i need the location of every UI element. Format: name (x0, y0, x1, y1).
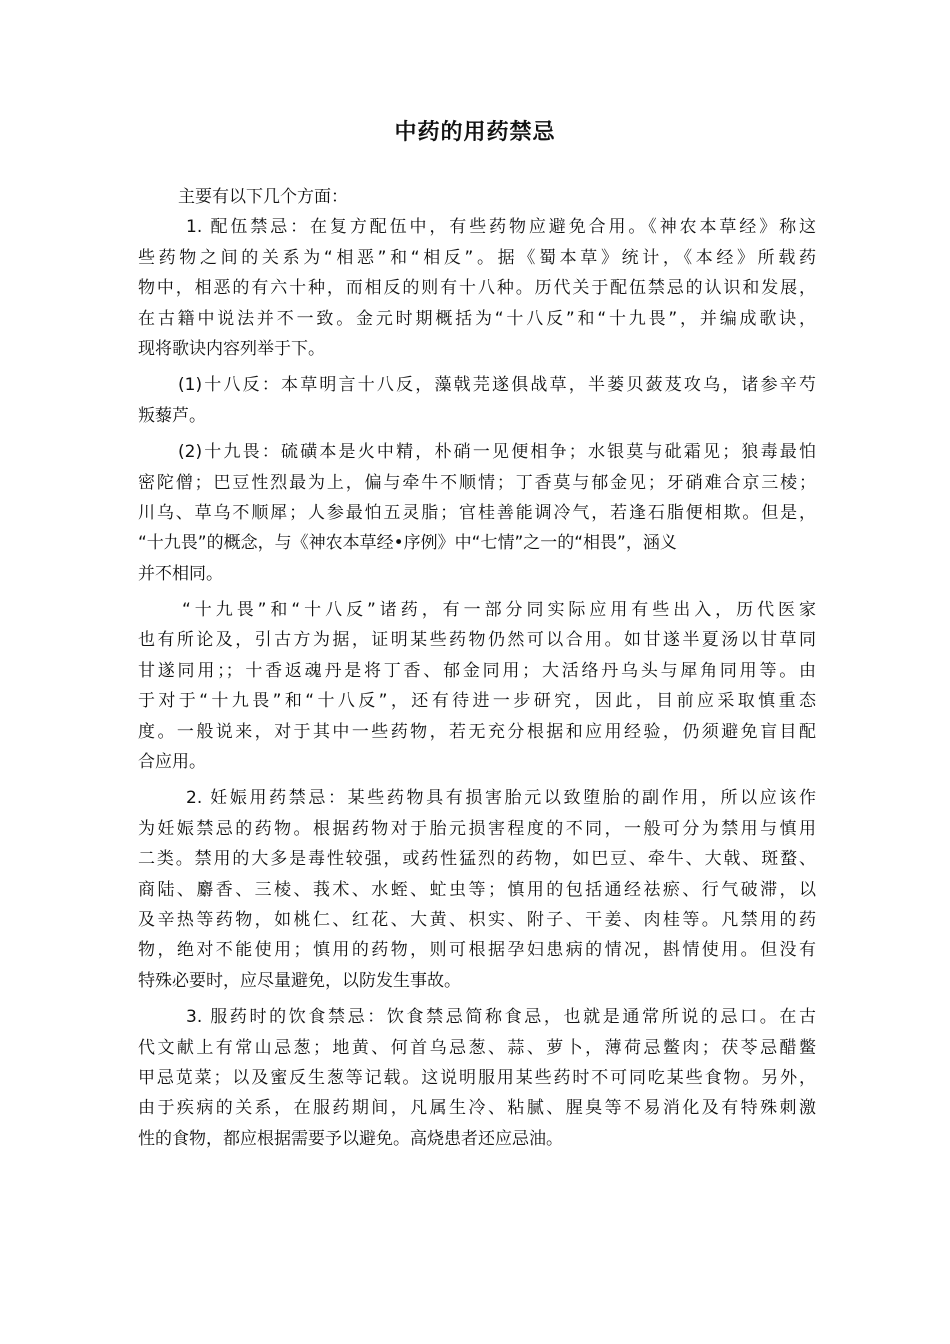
paragraph-line: 叛藜芦。 (138, 405, 206, 426)
paragraph-line: 在古籍中说法并不一致。金元时期概括为“十八反”和“十九畏”，并编成歌诀， (138, 308, 816, 329)
paragraph-line: 甘遂同用；；十香返魂丹是将丁香、郁金同用；大活络丹乌头与犀角同用等。由 (138, 660, 816, 681)
paragraph-line: 合应用。 (138, 752, 206, 773)
paragraph-line: “十九畏”和“十八反”诸药，有一部分同实际应用有些出入，历代医家 (182, 600, 816, 621)
paragraph-line: 二类。禁用的大多是毒性较强，或药性猛烈的药物，如巴豆、牵牛、大戟、斑蝥、 (138, 849, 816, 870)
paragraph-line: 度。一般说来，对于其中一些药物，若无充分根据和应用经验，仍须避免盲目配 (138, 721, 816, 742)
paragraph-line: 密陀僧；巴豆性烈最为上，偏与牵牛不顺情；丁香莫与郁金见；牙硝难合京三棱； (138, 472, 816, 493)
paragraph-line: 也有所论及，引古方为据，证明某些药物仍然可以合用。如甘遂半夏汤以甘草同 (138, 630, 816, 651)
paragraph-line: 并不相同。 (138, 563, 223, 584)
paragraph-line: 些药物之间的关系为“相恶”和“相反”。据《蜀本草》统计，《本经》所载药 (138, 247, 816, 268)
paragraph-line: 川乌、草乌不顺犀；人参最怕五灵脂；官桂善能调冷气，若逢石脂便相欺。但是， (138, 502, 816, 523)
paragraph-line: 现将歌诀内容列举于下。 (138, 338, 325, 359)
paragraph-line: 物，绝对不能使用；慎用的药物，则可根据孕妇患病的情况，斟情使用。但没有 (138, 940, 816, 961)
paragraph-line: 甲忌苋菜；以及蜜反生葱等记载。这说明服用某些药时不可同吃某些食物。另外， (138, 1067, 816, 1088)
paragraph-line: “十九畏”的概念，与《神农本草经•序例》中“七情”之一的“相畏”，涵义 (138, 533, 677, 554)
paragraph-line: 1. 配伍禁忌：在复方配伍中，有些药物应避免合用。《神农本草经》称这 (186, 217, 816, 238)
paragraph-line: 性的食物，都应根据需要予以避免。高烧患者还应忌油。 (138, 1128, 563, 1149)
paragraph-line: (2)十九畏：硫磺本是火中精，朴硝一见便相争；水银莫与砒霜见；狼毒最怕 (178, 442, 816, 463)
paragraph-line: 由于疾病的关系，在服药期间，凡属生冷、粘腻、腥臭等不易消化及有特殊刺激 (138, 1098, 816, 1119)
paragraph-line: 主要有以下几个方面： (178, 187, 348, 207)
paragraph-line: 及辛热等药物，如桃仁、红花、大黄、枳实、附子、干姜、肉桂等。凡禁用的药 (138, 909, 816, 930)
paragraph-line: (1)十八反：本草明言十八反，藻戟芫遂俱战草，半蒌贝蔹芨攻乌，诸参辛芍 (178, 375, 816, 396)
paragraph-line: 特殊必要时，应尽量避免，以防发生事故。 (138, 970, 461, 991)
paragraph-line: 商陆、麝香、三棱、莪术、水蛭、虻虫等；慎用的包括通经祛瘀、行气破滞，以 (138, 879, 816, 900)
document-body (138, 182, 816, 1154)
paragraph-line: 物中，相恶的有六十种，而相反的则有十八种。历代关于配伍禁忌的认识和发展， (138, 278, 816, 299)
paragraph-line: 于对于“十九畏”和“十八反”，还有待进一步研究，因此，目前应采取慎重态 (138, 691, 816, 712)
paragraph-line: 3. 服药时的饮食禁忌：饮食禁忌简称食忌，也就是通常所说的忌口。在古 (186, 1007, 816, 1028)
paragraph-line: 为妊娠禁忌的药物。根据药物对于胎元损害程度的不同，一般可分为禁用与慎用 (138, 818, 816, 839)
page-title: 中药的用药禁忌 (394, 120, 556, 145)
paragraph-line: 2. 妊娠用药禁忌：某些药物具有损害胎元以致堕胎的副作用，所以应该作 (186, 788, 816, 809)
paragraph-line: 代文献上有常山忌葱；地黄、何首乌忌葱、蒜、萝卜，薄荷忌鳖肉；茯苓忌醋鳖 (138, 1037, 816, 1058)
